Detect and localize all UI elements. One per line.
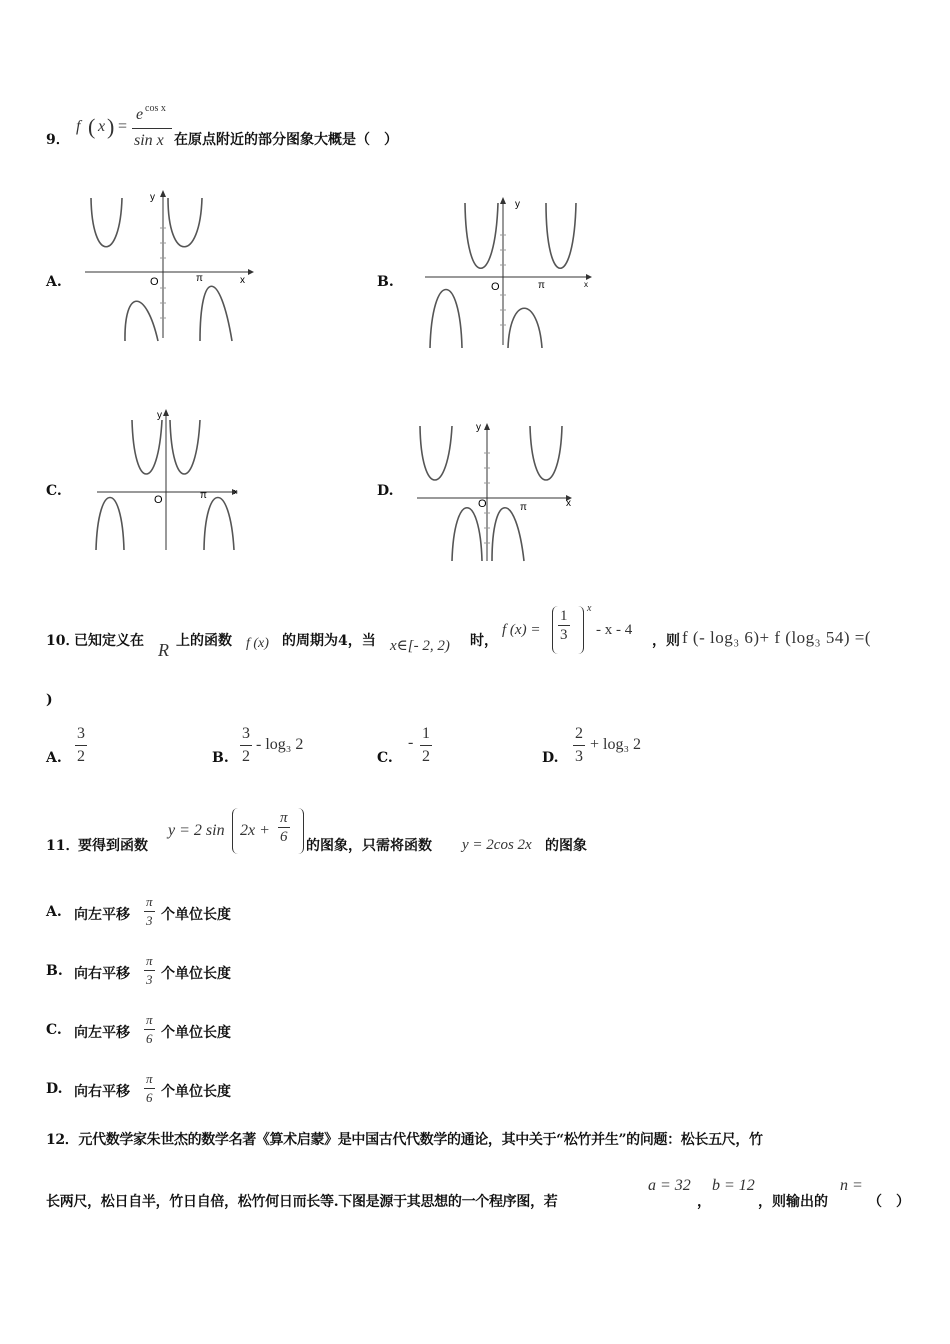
q10-def-fraction bbox=[558, 607, 570, 644]
q10-R: R bbox=[158, 640, 169, 660]
q10-option-b-fraction[interactable] bbox=[240, 723, 252, 768]
q11-target-num: π bbox=[280, 810, 288, 826]
q11-option-a-label: A. bbox=[46, 904, 62, 920]
curve-3 bbox=[452, 508, 482, 561]
curve-2 bbox=[530, 426, 562, 480]
q11-option-d-den: 6 bbox=[146, 1090, 153, 1105]
y-label: y bbox=[476, 422, 481, 433]
x-label: x bbox=[566, 498, 571, 509]
q12-comma: ， bbox=[697, 1194, 711, 1210]
q10-option-d-label[interactable]: D. bbox=[542, 750, 559, 766]
q9-numer-base: e bbox=[136, 106, 144, 123]
q9-option-b-graph[interactable] bbox=[420, 195, 600, 353]
curve-4 bbox=[204, 498, 234, 551]
q10-option-c-den: 2 bbox=[422, 748, 430, 765]
q11-text-2: 的图象，只需将函数 bbox=[306, 838, 432, 854]
q10-text-4: 时， bbox=[470, 633, 498, 649]
q12-line-2c: （ ） bbox=[868, 1194, 910, 1210]
x-axis-arrow bbox=[248, 269, 254, 275]
q12-line-1: 12．元代数学家朱世杰的数学名著《算术启蒙》是中国古代代数学的通论，其中关于“松竹并生”的问题：松长五尺，竹 bbox=[46, 1132, 763, 1148]
q10-text-5: ，则 bbox=[652, 633, 680, 649]
q10-text-3: 的周期为4，当 bbox=[282, 633, 376, 649]
q10-option-b-label[interactable]: B. bbox=[212, 750, 229, 766]
q11-option-d[interactable] bbox=[46, 1072, 306, 1112]
q11-option-a-post: 个单位长度 bbox=[161, 907, 231, 923]
q11-option-d-post: 个单位长度 bbox=[161, 1084, 231, 1100]
q10-def-num: 1 bbox=[560, 608, 568, 624]
q11-text-1: 要得到函数 bbox=[78, 838, 148, 854]
q10-option-d-tail: + log₃ 2 bbox=[590, 736, 642, 753]
pi-label: π bbox=[538, 280, 545, 291]
q11-option-b-den: 3 bbox=[146, 972, 153, 987]
q11-option-d-pre: 向右平移 bbox=[74, 1084, 130, 1100]
x-label: x bbox=[240, 275, 245, 286]
q9-text: 在原点附近的部分图象大概是（ ） bbox=[174, 132, 398, 148]
q11-option-c-post: 个单位长度 bbox=[161, 1025, 231, 1041]
curve-3 bbox=[125, 301, 158, 341]
q11-option-b-post: 个单位长度 bbox=[161, 966, 231, 982]
q10-option-b-num: 3 bbox=[240, 723, 252, 746]
q10-def-exp: x bbox=[587, 603, 592, 614]
q9-option-b-label[interactable]: B. bbox=[377, 274, 394, 290]
q11-number: 11． bbox=[46, 838, 80, 854]
q9-denom: sin x bbox=[134, 132, 164, 149]
q9-number: 9． bbox=[46, 132, 70, 148]
pi-label: π bbox=[200, 490, 207, 501]
q11-option-a-den: 3 bbox=[146, 913, 153, 928]
origin-label: O bbox=[150, 276, 159, 288]
q10-option-c-fraction[interactable] bbox=[420, 723, 432, 768]
q12-line-2b: ，则输出的 bbox=[758, 1194, 828, 1210]
q10-expression: f (- log₃ 6)+ f (log₃ 54) =( bbox=[682, 628, 872, 647]
y-axis-arrow bbox=[500, 197, 506, 204]
curve-3 bbox=[96, 498, 124, 551]
q9-option-d-graph[interactable] bbox=[412, 418, 582, 564]
q12-n-value: n = bbox=[840, 1177, 863, 1194]
q12-b-value: b = 12 bbox=[712, 1177, 755, 1194]
q11-option-b-label: B. bbox=[46, 963, 63, 979]
q10-option-a-fraction[interactable] bbox=[75, 723, 87, 768]
curve-1 bbox=[132, 420, 162, 474]
q10-option-c-lead: - bbox=[408, 734, 414, 751]
curve-2 bbox=[170, 420, 200, 474]
q12-a-value: a = 32 bbox=[648, 1177, 691, 1194]
q11-target-b: 2x + bbox=[240, 822, 270, 839]
q10-option-d-fraction[interactable] bbox=[573, 723, 585, 768]
q10-option-c-num: 1 bbox=[420, 723, 432, 746]
q11-option-d-fraction bbox=[144, 1070, 155, 1107]
q9-option-c-graph[interactable] bbox=[92, 402, 252, 554]
q11-option-c-label: C. bbox=[46, 1022, 62, 1038]
q10-option-a-label[interactable]: A. bbox=[46, 750, 62, 766]
q11-option-a-pre: 向左平移 bbox=[74, 907, 130, 923]
y-label: y bbox=[515, 199, 520, 210]
q10-number: 10． bbox=[46, 633, 80, 649]
x-label: x bbox=[584, 280, 588, 289]
curve-4 bbox=[492, 508, 524, 561]
curve-4 bbox=[508, 308, 542, 348]
q11-option-b-num: π bbox=[144, 952, 155, 971]
q11-option-d-num: π bbox=[144, 1070, 155, 1089]
q11-option-c[interactable] bbox=[46, 1013, 306, 1053]
q10-text-2: 上的函数 bbox=[176, 633, 232, 649]
y-axis-arrow bbox=[163, 409, 169, 416]
pi-label: π bbox=[520, 502, 527, 513]
q11-text-3: 的图象 bbox=[545, 838, 587, 854]
q11-option-c-num: π bbox=[144, 1011, 155, 1030]
q10-def-right: - x - 4 bbox=[596, 622, 633, 638]
q9-option-d-label[interactable]: D. bbox=[377, 483, 394, 499]
q11-option-a[interactable] bbox=[46, 895, 306, 935]
q10-option-a-den: 2 bbox=[77, 748, 85, 765]
q9-option-c-label[interactable]: C. bbox=[46, 483, 62, 499]
q11-option-d-label: D. bbox=[46, 1081, 63, 1097]
q10-option-b-tail: - log₃ 2 bbox=[256, 736, 304, 753]
q9-x: x bbox=[98, 118, 106, 135]
y-axis-arrow bbox=[160, 190, 166, 197]
q11-option-c-fraction bbox=[144, 1011, 155, 1048]
q9-eq: = bbox=[118, 118, 128, 135]
q11-target-den: 6 bbox=[280, 829, 288, 845]
curve-1 bbox=[91, 198, 122, 247]
q9-f: f bbox=[76, 118, 81, 135]
q9-fraction-bar bbox=[132, 128, 172, 129]
q11-option-a-num: π bbox=[144, 893, 155, 912]
q10-fx: f (x) bbox=[246, 636, 269, 651]
q9-rparen: ) bbox=[107, 114, 115, 139]
q10-def-left: f (x) = bbox=[502, 622, 541, 638]
q9-option-a-graph[interactable] bbox=[80, 188, 260, 346]
origin-label: O bbox=[478, 498, 487, 510]
curve-1 bbox=[420, 426, 452, 480]
curve-2 bbox=[168, 198, 202, 247]
curve-2 bbox=[546, 203, 576, 268]
q10-def-den: 3 bbox=[560, 627, 568, 643]
q11-option-c-den: 6 bbox=[146, 1031, 153, 1046]
q11-option-b[interactable] bbox=[46, 954, 306, 994]
q10-text-1: 已知定义在 bbox=[74, 633, 144, 649]
q11-target-a: y = 2 sin bbox=[168, 822, 225, 839]
origin-label: O bbox=[154, 494, 163, 506]
curve-4 bbox=[200, 286, 232, 341]
q11-target-fraction bbox=[278, 809, 290, 846]
q11-option-b-fraction bbox=[144, 952, 155, 989]
q11-option-b-pre: 向右平移 bbox=[74, 966, 130, 982]
q11-source: y = 2cos 2x bbox=[462, 837, 532, 853]
q9-option-a-label[interactable]: A. bbox=[46, 274, 62, 290]
q10-option-d-den: 3 bbox=[575, 748, 583, 765]
origin-label: O bbox=[491, 281, 500, 293]
q12-line-2a: 长两尺，松日自半，竹日自倍，松竹何日而长等.下图是源于其思想的一个程序图，若 bbox=[46, 1194, 558, 1210]
y-axis-arrow bbox=[484, 423, 490, 430]
q9-lparen: ( bbox=[88, 114, 96, 139]
q10-interval: x∈[- 2, 2) bbox=[390, 638, 450, 654]
x-label: x bbox=[234, 489, 238, 496]
q11-option-a-fraction bbox=[144, 893, 155, 930]
q10-option-d-num: 2 bbox=[573, 723, 585, 746]
pi-label: π bbox=[196, 273, 203, 284]
q10-option-c-label[interactable]: C. bbox=[377, 750, 393, 766]
y-label: y bbox=[150, 192, 155, 203]
curve-3 bbox=[430, 290, 462, 349]
q10-option-a-num: 3 bbox=[75, 723, 87, 746]
q10-close-paren: ) bbox=[46, 692, 53, 708]
q9-numer-exp: cos x bbox=[145, 103, 166, 114]
q10-option-b-den: 2 bbox=[242, 748, 250, 765]
q11-option-c-pre: 向左平移 bbox=[74, 1025, 130, 1041]
curve-1 bbox=[465, 203, 498, 268]
y-label: y bbox=[157, 410, 162, 421]
